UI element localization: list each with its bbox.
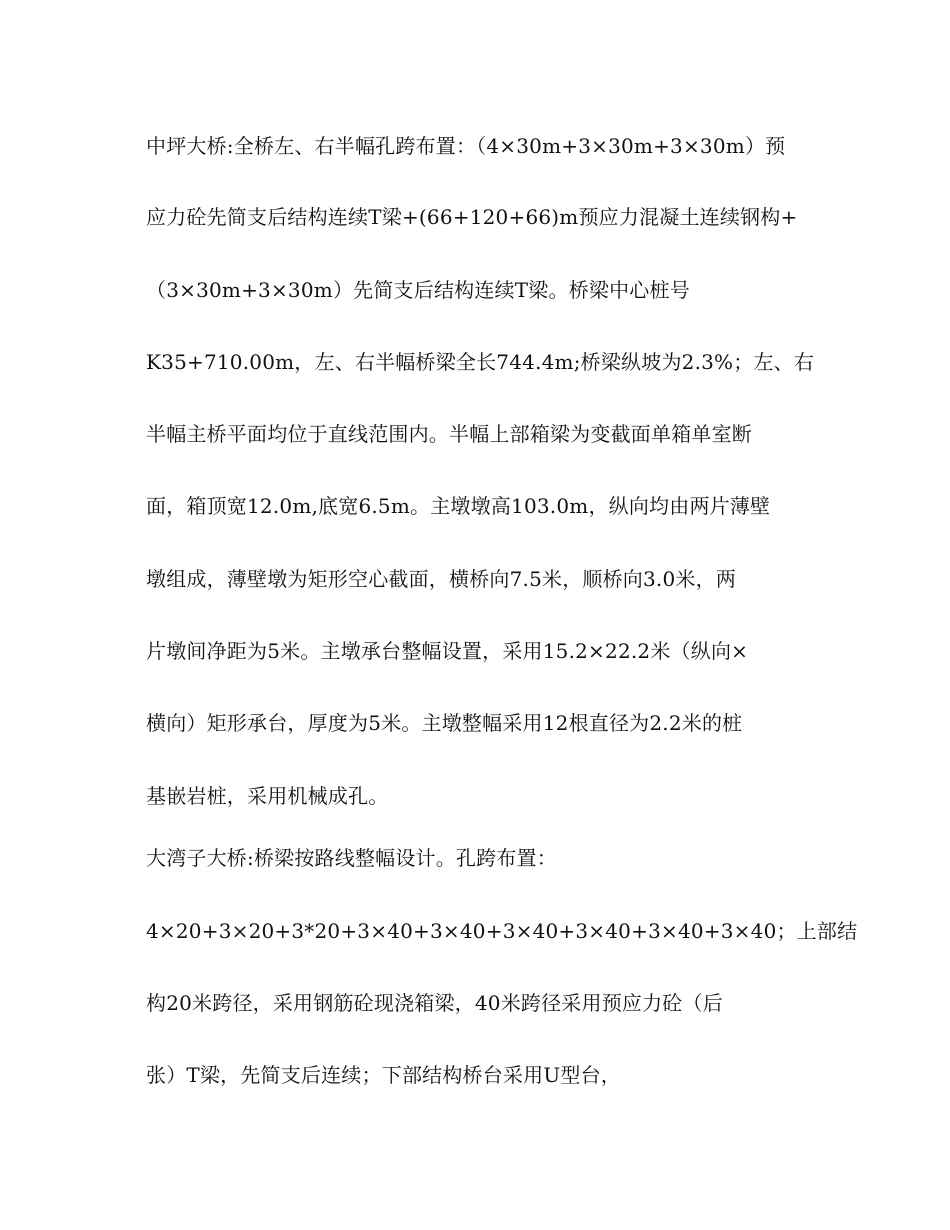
- paragraph2-line-1: 大湾子大桥:桥梁按路线整幅设计。孔跨布置：: [146, 846, 557, 870]
- paragraph1-line-6: 面，箱顶宽12.0m,底宽6.5m。主墩墩高103.0m，纵向均由两片薄壁: [146, 494, 771, 518]
- paragraph1-line-7: 墩组成，薄壁墩为矩形空心截面，横桥向7.5米，顺桥向3.0米，两: [146, 567, 737, 591]
- paragraph2-line-3: 构20米跨径，采用钢筋砼现浇箱梁，40米跨径采用预应力砼（后: [146, 991, 723, 1015]
- paragraph2-line-4: 张）T梁，先简支后连续；下部结构桥台采用U型台，: [146, 1063, 621, 1087]
- paragraph2-line-2: 4×20+3×20+3*20+3×40+3×40+3×40+3×40+3×40+3×40；上部结: [146, 919, 858, 943]
- paragraph1-line-10: 基嵌岩桩，采用机械成孔。: [146, 784, 389, 808]
- paragraph1-line-3: （3×30m+3×30m）先简支后结构连续T梁。桥梁中心桩号: [146, 278, 690, 302]
- paragraph1-line-9: 横向）矩形承台，厚度为5米。主墩整幅采用12根直径为2.2米的桩: [146, 711, 743, 735]
- paragraph1-line-2: 应力砼先简支后结构连续T梁+(66+120+66)m预应力混凝土连续钢构+: [146, 205, 798, 229]
- paragraph1-line-4: K35+710.00m，左、右半幅桥梁全长744.4m;桥梁纵坡为2.3%；左、右: [146, 350, 815, 374]
- paragraph1-line-8: 片墩间净距为5米。主墩承台整幅设置，采用15.2×22.2米（纵向×: [146, 639, 749, 663]
- paragraph1-line-1: 中坪大桥:全桥左、右半幅孔跨布置：（4×30m+3×30m+3×30m）预: [146, 134, 786, 158]
- paragraph1-line-5: 半幅主桥平面均位于直线范围内。半幅上部箱梁为变截面单箱单室断: [146, 422, 752, 446]
